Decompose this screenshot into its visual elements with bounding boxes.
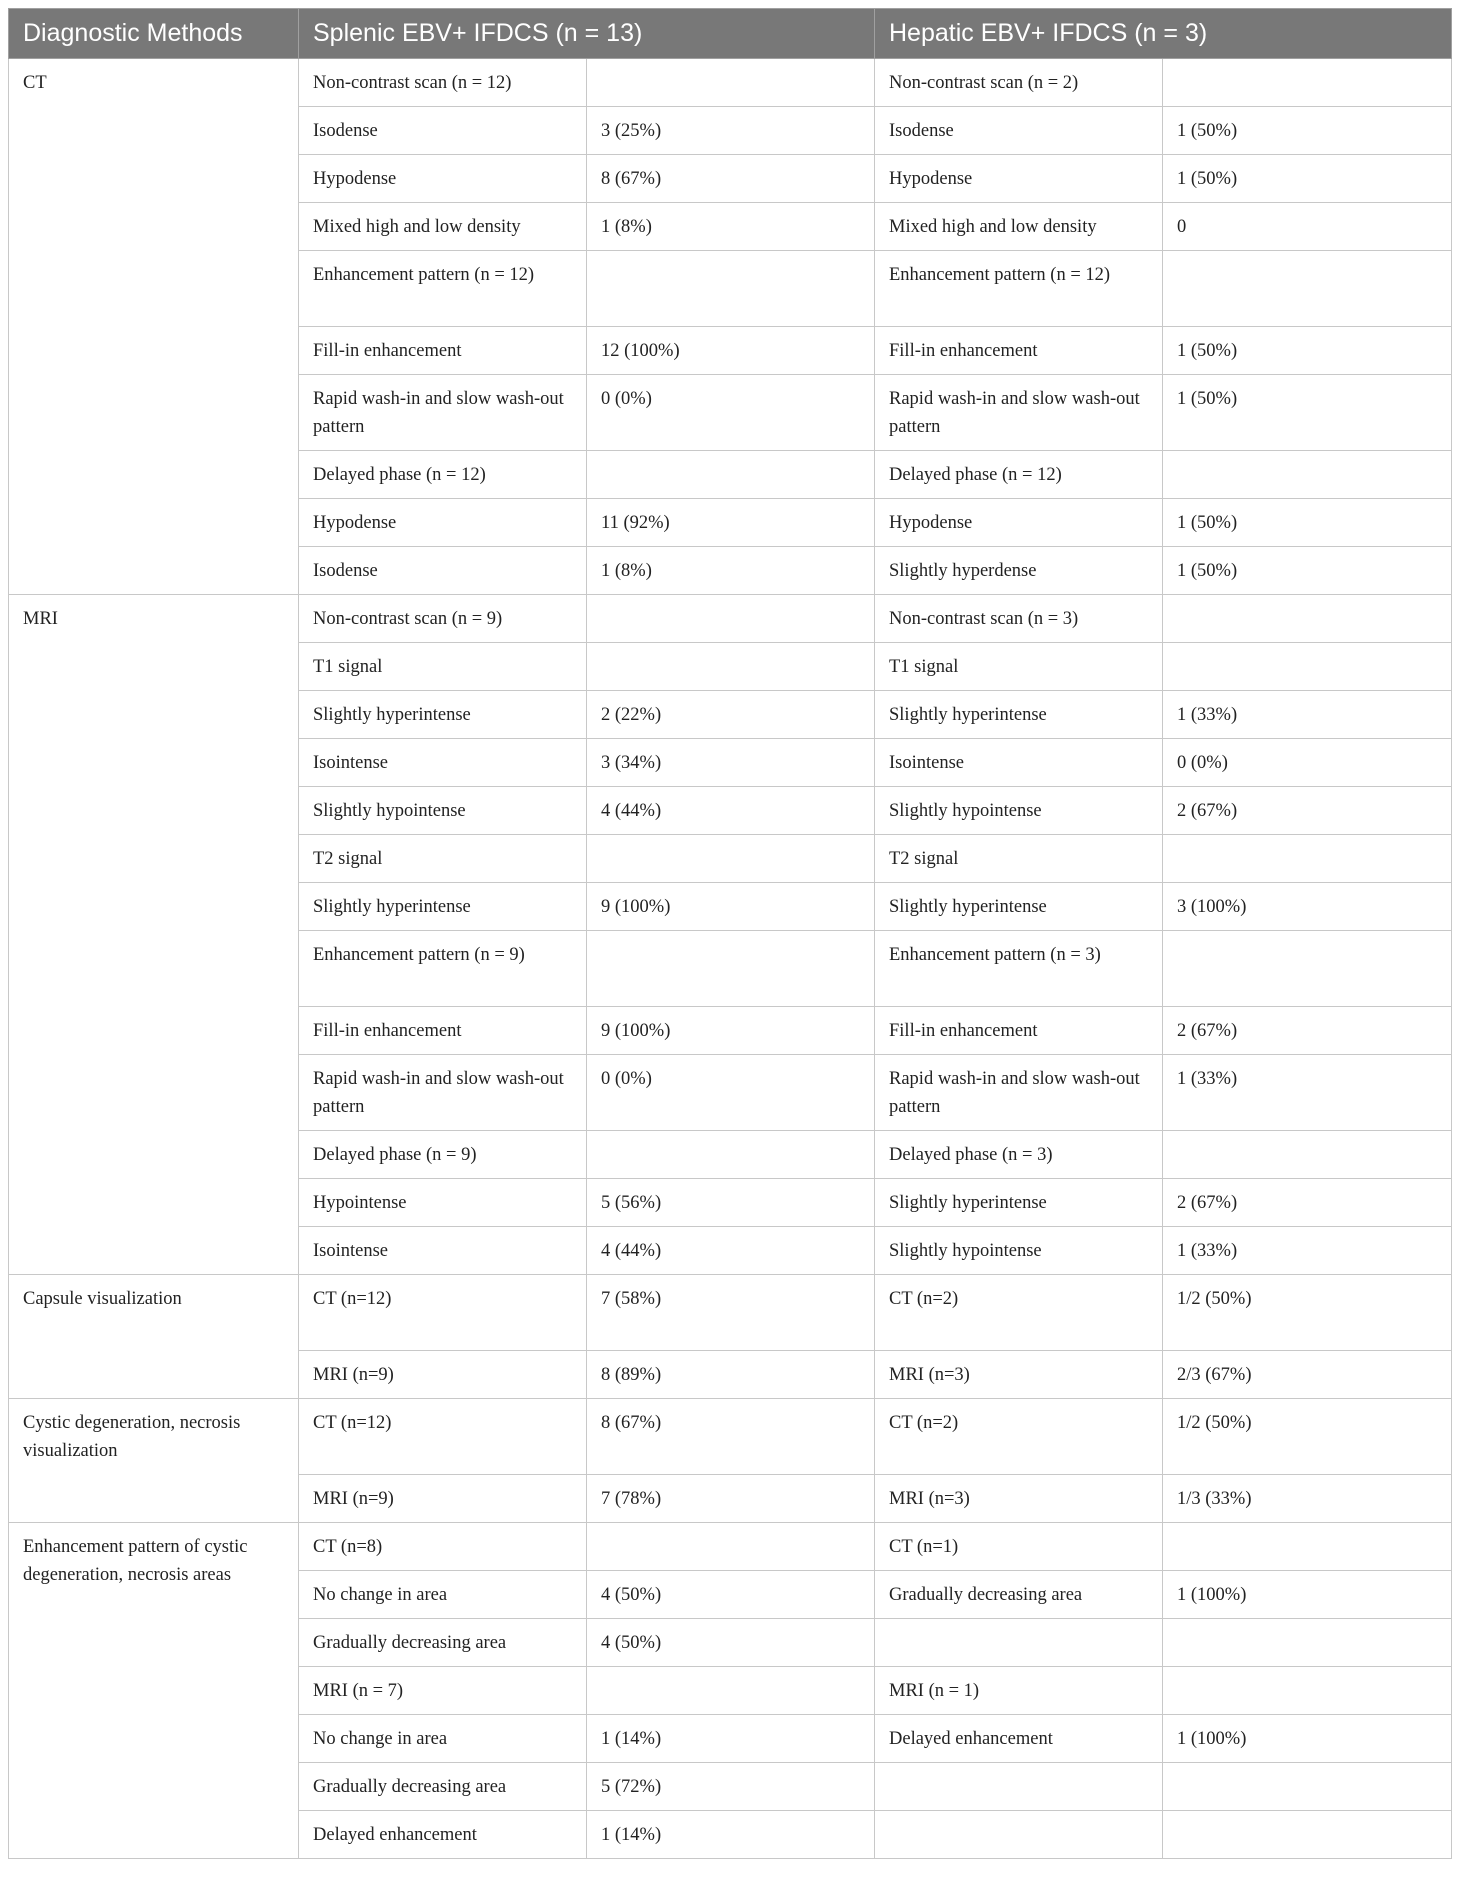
splenic-item-cell: MRI (n = 7) [299,1667,587,1715]
splenic-item-cell: CT (n=8) [299,1523,587,1571]
hepatic-value-cell: 1/3 (33%) [1163,1475,1452,1523]
table-row [9,1399,1452,1475]
splenic-item-cell: Delayed enhancement [299,1811,587,1859]
section-label: Capsule visualization [9,1275,299,1399]
table-body [9,59,1452,1859]
hepatic-value-cell: 1/2 (50%) [1163,1275,1452,1351]
hepatic-value-cell: 2/3 (67%) [1163,1351,1452,1399]
splenic-value-cell: 4 (50%) [587,1619,875,1667]
splenic-item-cell: CT (n=12) [299,1399,587,1475]
splenic-item-cell: T2 signal [299,835,587,883]
hepatic-value-cell: 3 (100%) [1163,883,1452,931]
splenic-item-cell: Rapid wash-in and slow wash-out pattern [299,375,587,451]
splenic-value-cell [587,1131,875,1179]
hepatic-item-cell: Gradually decreasing area [875,1571,1163,1619]
splenic-value-cell: 3 (25%) [587,107,875,155]
splenic-value-cell: 8 (67%) [587,1399,875,1475]
hepatic-value-cell [1163,1131,1452,1179]
splenic-value-cell: 2 (22%) [587,691,875,739]
splenic-value-cell: 0 (0%) [587,375,875,451]
header-row [9,9,1452,59]
splenic-item-cell: Gradually decreasing area [299,1619,587,1667]
hepatic-value-cell: 2 (67%) [1163,787,1452,835]
splenic-item-cell: Gradually decreasing area [299,1763,587,1811]
hepatic-value-cell [1163,451,1452,499]
hepatic-item-cell [875,1811,1163,1859]
hepatic-value-cell [1163,59,1452,107]
hepatic-item-cell: Delayed phase (n = 12) [875,451,1163,499]
hepatic-value-cell: 1 (50%) [1163,155,1452,203]
section-label: Enhancement pattern of cystic degeneration, necrosis areas [9,1523,299,1859]
table-row [9,59,1452,107]
hepatic-item-cell [875,1763,1163,1811]
splenic-item-cell: Hypodense [299,499,587,547]
section-label: CT [9,59,299,595]
splenic-item-cell: Isointense [299,739,587,787]
hepatic-item-cell: Enhancement pattern (n = 12) [875,251,1163,327]
hepatic-item-cell: Hypodense [875,155,1163,203]
hepatic-item-cell: MRI (n=3) [875,1475,1163,1523]
hepatic-item-cell: Slightly hypointense [875,787,1163,835]
splenic-value-cell: 4 (44%) [587,1227,875,1275]
splenic-value-cell [587,251,875,327]
splenic-item-cell: Enhancement pattern (n = 12) [299,251,587,327]
hepatic-value-cell [1163,251,1452,327]
hepatic-item-cell: Isointense [875,739,1163,787]
hepatic-value-cell: 1 (33%) [1163,691,1452,739]
splenic-item-cell: Isointense [299,1227,587,1275]
splenic-value-cell: 8 (89%) [587,1351,875,1399]
splenic-value-cell: 1 (14%) [587,1811,875,1859]
table-row [9,1523,1452,1571]
hepatic-item-cell: Enhancement pattern (n = 3) [875,931,1163,1007]
splenic-value-cell: 5 (72%) [587,1763,875,1811]
splenic-value-cell [587,643,875,691]
hepatic-item-cell: Delayed enhancement [875,1715,1163,1763]
splenic-value-cell: 9 (100%) [587,883,875,931]
hepatic-value-cell: 1 (50%) [1163,547,1452,595]
splenic-value-cell: 7 (78%) [587,1475,875,1523]
hepatic-item-cell: Delayed phase (n = 3) [875,1131,1163,1179]
hepatic-item-cell: CT (n=2) [875,1275,1163,1351]
hepatic-value-cell [1163,1619,1452,1667]
hepatic-value-cell: 1 (100%) [1163,1571,1452,1619]
hepatic-value-cell [1163,1667,1452,1715]
hepatic-item-cell: Non-contrast scan (n = 2) [875,59,1163,107]
splenic-value-cell: 3 (34%) [587,739,875,787]
splenic-value-cell: 4 (50%) [587,1571,875,1619]
hepatic-value-cell [1163,835,1452,883]
splenic-item-cell: Non-contrast scan (n = 9) [299,595,587,643]
hepatic-value-cell: 1 (50%) [1163,375,1452,451]
hepatic-value-cell: 0 (0%) [1163,739,1452,787]
hepatic-value-cell [1163,1523,1452,1571]
hepatic-item-cell: Slightly hyperintense [875,691,1163,739]
section-label: Cystic degeneration, necrosis visualization [9,1399,299,1523]
splenic-item-cell: Isodense [299,547,587,595]
splenic-item-cell: Slightly hypointense [299,787,587,835]
table-row [9,1275,1452,1351]
hepatic-item-cell: Fill-in enhancement [875,327,1163,375]
hepatic-value-cell: 2 (67%) [1163,1007,1452,1055]
header-splenic: Splenic EBV+ IFDCS (n = 13) [299,9,875,59]
hepatic-item-cell: CT (n=2) [875,1399,1163,1475]
splenic-value-cell [587,1523,875,1571]
splenic-item-cell: Slightly hyperintense [299,883,587,931]
hepatic-item-cell: Rapid wash-in and slow wash-out pattern [875,1055,1163,1131]
splenic-item-cell: No change in area [299,1715,587,1763]
splenic-item-cell: Fill-in enhancement [299,1007,587,1055]
hepatic-value-cell: 1 (50%) [1163,107,1452,155]
splenic-value-cell [587,451,875,499]
hepatic-item-cell: Fill-in enhancement [875,1007,1163,1055]
hepatic-item-cell: Slightly hyperdense [875,547,1163,595]
section-label: MRI [9,595,299,1275]
hepatic-value-cell: 1/2 (50%) [1163,1399,1452,1475]
hepatic-value-cell [1163,1763,1452,1811]
hepatic-value-cell [1163,1811,1452,1859]
splenic-item-cell: Fill-in enhancement [299,327,587,375]
hepatic-item-cell: Mixed high and low density [875,203,1163,251]
hepatic-item-cell: MRI (n = 1) [875,1667,1163,1715]
splenic-value-cell: 1 (14%) [587,1715,875,1763]
hepatic-item-cell: Hypodense [875,499,1163,547]
table-row [9,595,1452,643]
splenic-item-cell: Hypodense [299,155,587,203]
splenic-value-cell: 0 (0%) [587,1055,875,1131]
header-diagnostic-methods: Diagnostic Methods [9,9,299,59]
hepatic-value-cell [1163,931,1452,1007]
splenic-value-cell: 7 (58%) [587,1275,875,1351]
hepatic-value-cell: 2 (67%) [1163,1179,1452,1227]
hepatic-value-cell: 1 (33%) [1163,1227,1452,1275]
splenic-value-cell: 11 (92%) [587,499,875,547]
hepatic-item-cell [875,1619,1163,1667]
splenic-item-cell: Isodense [299,107,587,155]
hepatic-value-cell: 1 (33%) [1163,1055,1452,1131]
hepatic-item-cell: MRI (n=3) [875,1351,1163,1399]
splenic-value-cell: 9 (100%) [587,1007,875,1055]
splenic-value-cell: 12 (100%) [587,327,875,375]
splenic-item-cell: CT (n=12) [299,1275,587,1351]
splenic-item-cell: Mixed high and low density [299,203,587,251]
hepatic-value-cell: 1 (100%) [1163,1715,1452,1763]
splenic-value-cell: 1 (8%) [587,547,875,595]
hepatic-item-cell: Slightly hypointense [875,1227,1163,1275]
hepatic-item-cell: Non-contrast scan (n = 3) [875,595,1163,643]
hepatic-item-cell: Slightly hyperintense [875,883,1163,931]
hepatic-value-cell [1163,643,1452,691]
hepatic-item-cell: Isodense [875,107,1163,155]
splenic-value-cell [587,59,875,107]
splenic-value-cell [587,595,875,643]
hepatic-item-cell: CT (n=1) [875,1523,1163,1571]
splenic-item-cell: Delayed phase (n = 9) [299,1131,587,1179]
splenic-item-cell: Delayed phase (n = 12) [299,451,587,499]
splenic-item-cell: Rapid wash-in and slow wash-out pattern [299,1055,587,1131]
hepatic-value-cell: 1 (50%) [1163,327,1452,375]
splenic-item-cell: Non-contrast scan (n = 12) [299,59,587,107]
splenic-item-cell: MRI (n=9) [299,1475,587,1523]
splenic-value-cell [587,931,875,1007]
splenic-value-cell: 1 (8%) [587,203,875,251]
hepatic-value-cell [1163,595,1452,643]
diagnostic-methods-table [8,8,1452,1859]
splenic-value-cell: 8 (67%) [587,155,875,203]
hepatic-item-cell: Rapid wash-in and slow wash-out pattern [875,375,1163,451]
splenic-item-cell: Enhancement pattern (n = 9) [299,931,587,1007]
splenic-item-cell: Hypointense [299,1179,587,1227]
hepatic-item-cell: Slightly hyperintense [875,1179,1163,1227]
splenic-value-cell: 4 (44%) [587,787,875,835]
splenic-item-cell: Slightly hyperintense [299,691,587,739]
splenic-value-cell [587,1667,875,1715]
table-container [8,8,1451,1859]
splenic-item-cell: T1 signal [299,643,587,691]
splenic-item-cell: No change in area [299,1571,587,1619]
hepatic-value-cell: 1 (50%) [1163,499,1452,547]
splenic-item-cell: MRI (n=9) [299,1351,587,1399]
hepatic-item-cell: T2 signal [875,835,1163,883]
header-hepatic: Hepatic EBV+ IFDCS (n = 3) [875,9,1452,59]
hepatic-value-cell: 0 [1163,203,1452,251]
hepatic-item-cell: T1 signal [875,643,1163,691]
splenic-value-cell [587,835,875,883]
splenic-value-cell: 5 (56%) [587,1179,875,1227]
